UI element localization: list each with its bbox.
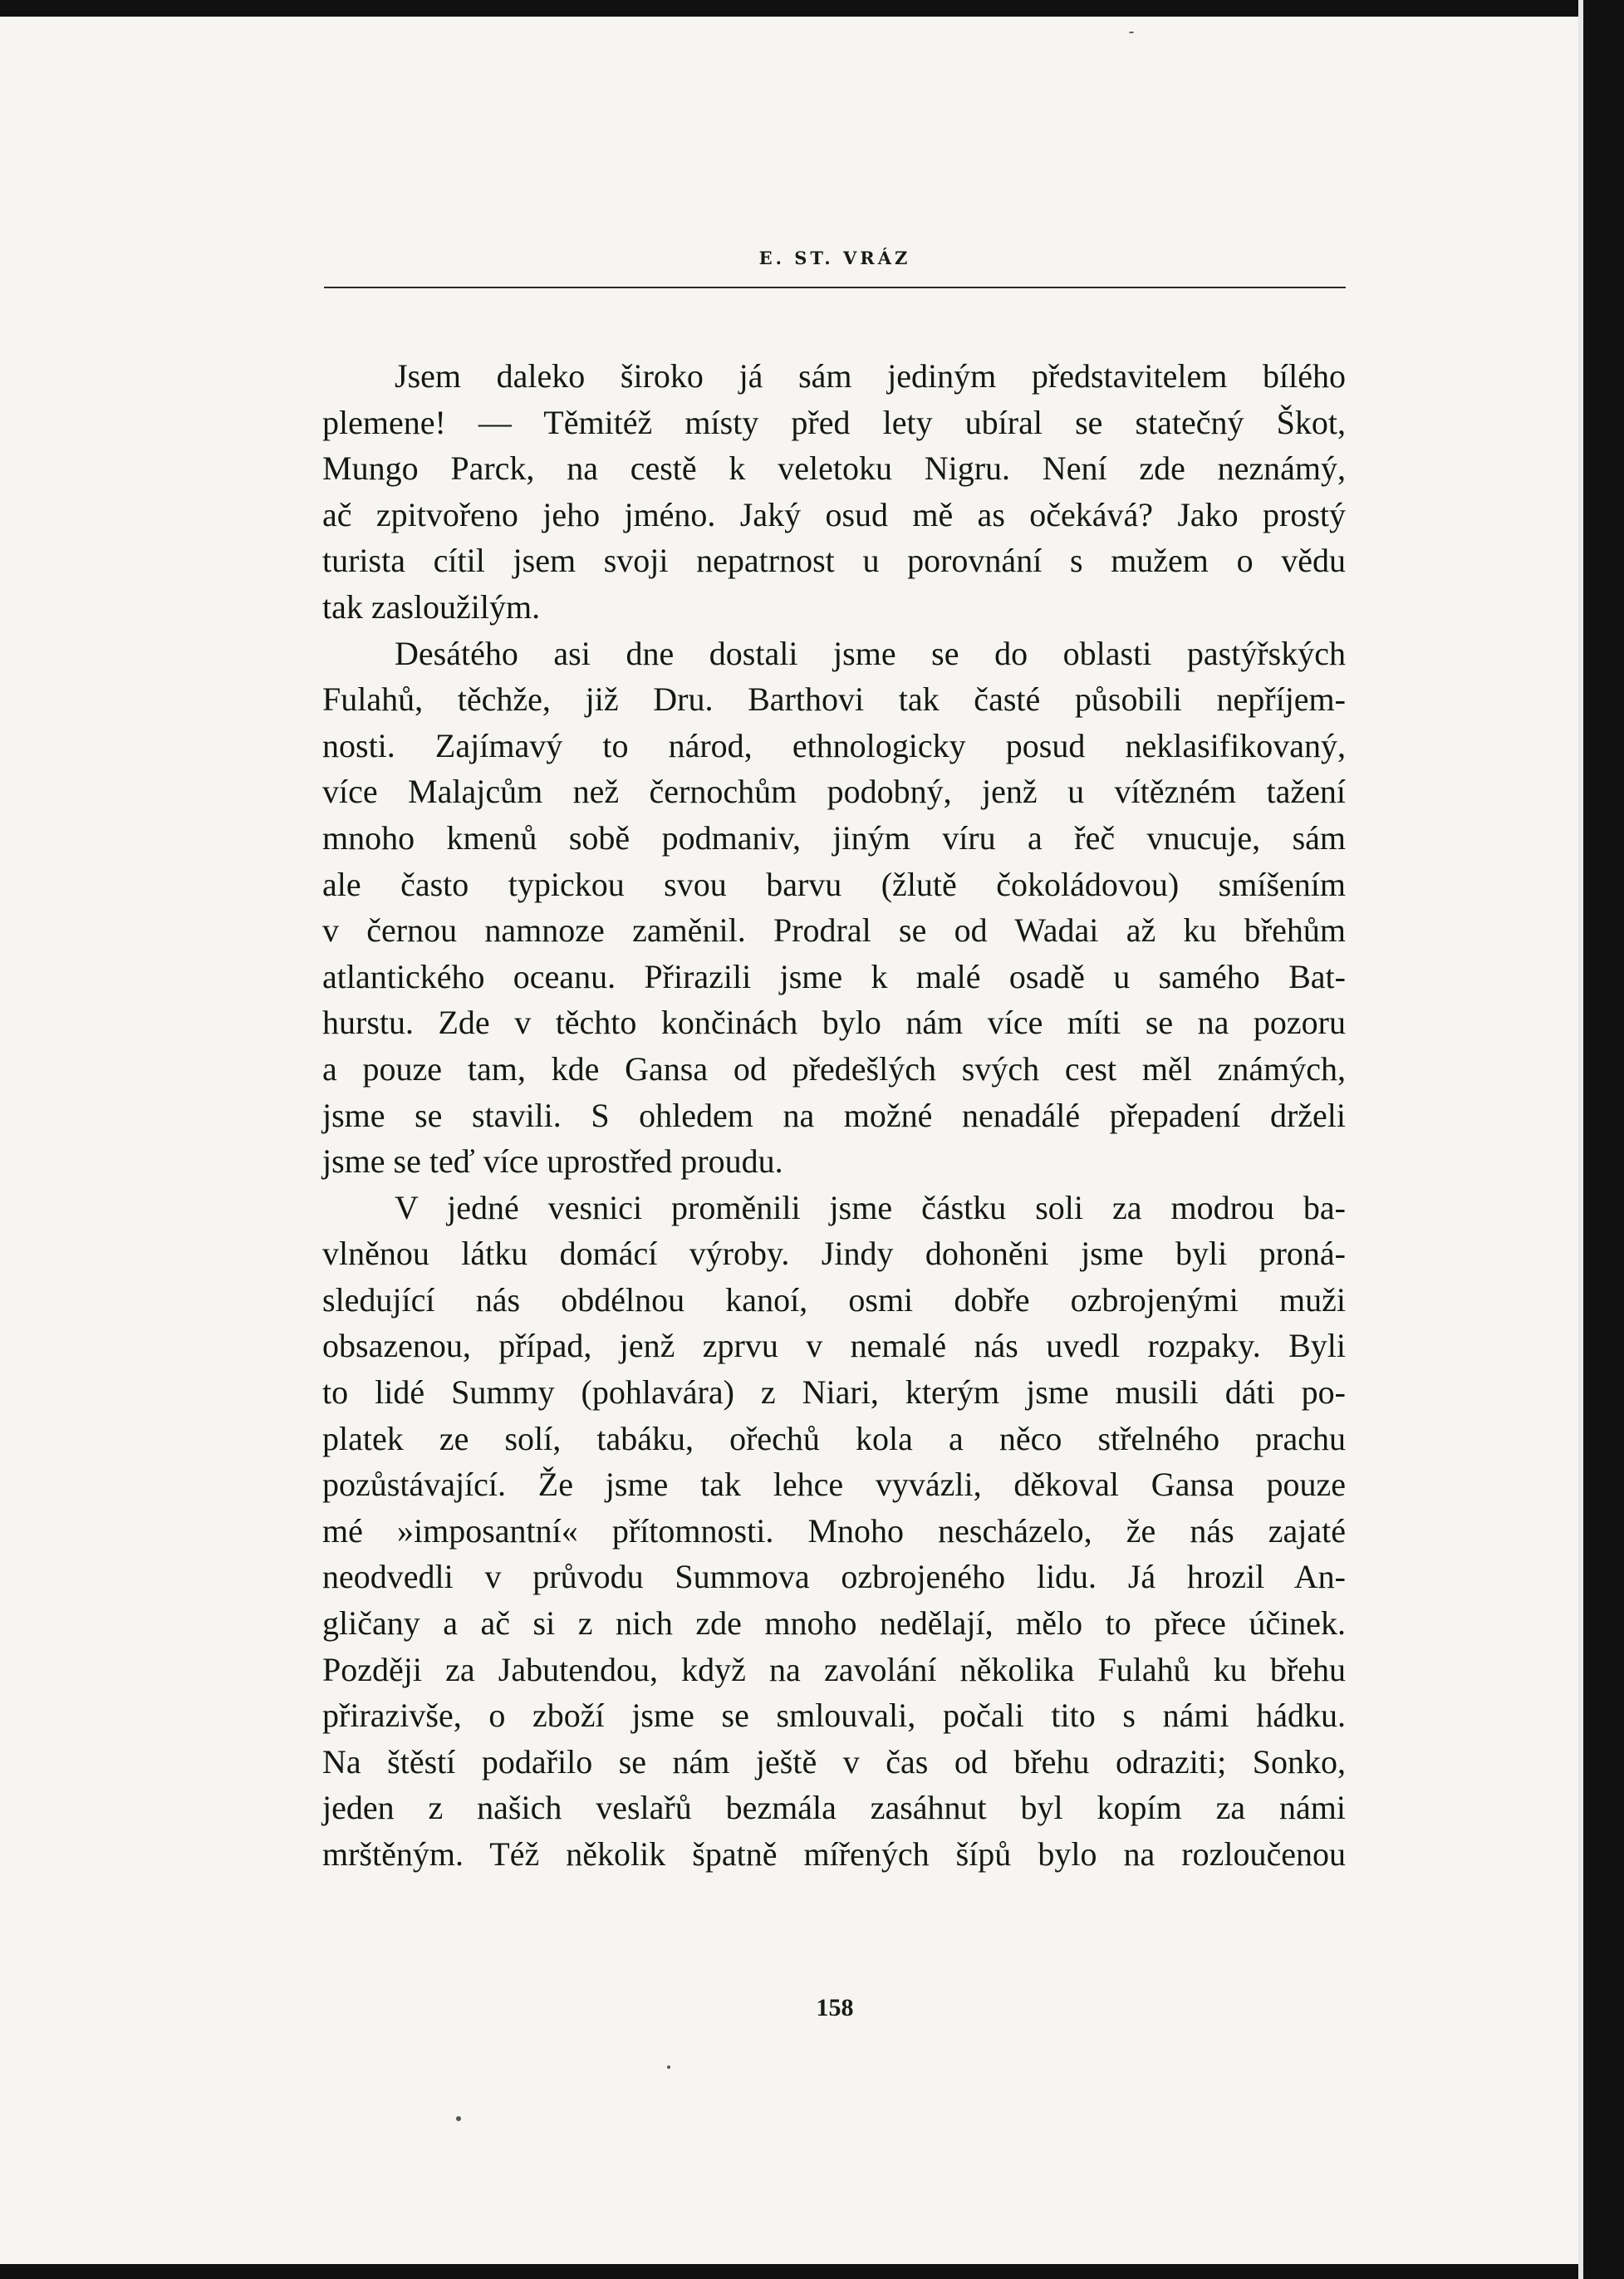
- text-line: jsme se teď více uprostřed proudu.: [322, 1142, 783, 1181]
- text-line: hurstu. Zde v těchto končinách bylo nám více míti se na pozoru: [322, 1004, 1346, 1042]
- text-line: plemene! — Těmitéž místy před lety ubíral se statečný Škot,: [322, 403, 1346, 441]
- text-line: Fulahů, těchže, již Dru. Barthovi tak časté působili nepříjem-: [322, 680, 1346, 719]
- text-line: atlantického oceanu. Přirazili jsme k malé osadě u samého Bat-: [322, 957, 1346, 995]
- header-rule: [324, 287, 1346, 288]
- text-line: platek ze solí, tabáku, ořechů kola a něco střelného prachu: [322, 1419, 1346, 1457]
- text-line: nosti. Zajímavý to národ, ethnologicky posud neklasifikovaný,: [322, 726, 1346, 764]
- page-number: 158: [816, 1994, 854, 2021]
- text-line: a pouze tam, kde Gansa od předešlých svých cest měl známých,: [322, 1049, 1346, 1088]
- page-edge: [1578, 0, 1583, 2279]
- text-line: více Malajcům než černochům podobný, jenž u vítězném tažení: [322, 773, 1346, 811]
- text-line: jsme se stavili. S ohledem na možné nenadálé přepadení drželi: [322, 1096, 1346, 1134]
- text-line: sledující nás obdélnou kanoí, osmi dobře ozbrojenými muži: [322, 1280, 1346, 1319]
- text-line: V jedné vesnici proměnili jsme částku soli za modrou ba-: [395, 1188, 1346, 1226]
- text-line: neodvedli v průvodu Summova ozbrojeného lidu. Já hrozil An-: [322, 1558, 1346, 1596]
- text-line: pozůstávající. Že jsme tak lehce vyvázli, děkoval Gansa pouze: [322, 1466, 1346, 1504]
- text-line: vlněnou látku domácí výroby. Jindy dohoněni jsme byli proná-: [322, 1235, 1346, 1273]
- text-line: to lidé Summy (pohlavára) z Niari, kterým jsme musili dáti po-: [322, 1373, 1346, 1412]
- text-line: Na štěstí podařilo se nám ještě v čas od břehu odraziti; Sonko,: [322, 1742, 1346, 1780]
- text-line: přirazivše, o zboží jsme se smlouvali, počali tito s námi hádku.: [322, 1697, 1346, 1735]
- text-line: Desátého asi dne dostali jsme se do oblasti pastýřských: [395, 634, 1346, 672]
- scan-speck: [667, 2065, 670, 2069]
- text-line: gličany a ač si z nich zde mnoho nedělají, mělo to přece účinek.: [322, 1604, 1346, 1643]
- book-page: [0, 17, 1578, 2264]
- scan-speck: [456, 2116, 461, 2121]
- running-header: E. ST. VRÁZ: [758, 248, 911, 268]
- text-line: obsazenou, případ, jenž zprvu v nemalé nás uvedl rozpaky. Byli: [322, 1327, 1346, 1365]
- text-line: jeden z našich veslařů bezmála zasáhnut byl kopím za námi: [322, 1789, 1346, 1827]
- body-text: [322, 353, 1346, 1878]
- text-line: ale často typickou svou barvu (žlutě čokoládovou) smíšením: [322, 865, 1346, 903]
- text-line: mrštěným. Též několik špatně mířených šípů bylo na rozloučenou: [322, 1835, 1346, 1873]
- text-line: Mungo Parck, na cestě k veletoku Nigru. Není zde neznámý,: [322, 449, 1346, 488]
- text-line: Později za Jabutendou, když na zavolání několika Fulahů ku břehu: [322, 1650, 1346, 1688]
- text-line: v černou namnoze zaměnil. Prodral se od Wadai až ku břehům: [322, 911, 1346, 950]
- text-line: mé »imposantní« přítomnosti. Mnoho nescházelo, že nás zajaté: [322, 1511, 1346, 1550]
- text-line: ač zpitvořeno jeho jméno. Jaký osud mě as očekává? Jako prostý: [322, 495, 1346, 533]
- scan-speck: [1129, 32, 1134, 33]
- text-line: mnoho kmenů sobě podmaniv, jiným víru a řeč vnucuje, sám: [322, 818, 1346, 857]
- text-line: turista cítil jsem svoji nepatrnost u porovnání s mužem o vědu: [322, 542, 1346, 580]
- text-line: Jsem daleko široko já sám jediným představitelem bílého: [395, 357, 1346, 395]
- text-line: tak zasloužilým.: [322, 587, 541, 626]
